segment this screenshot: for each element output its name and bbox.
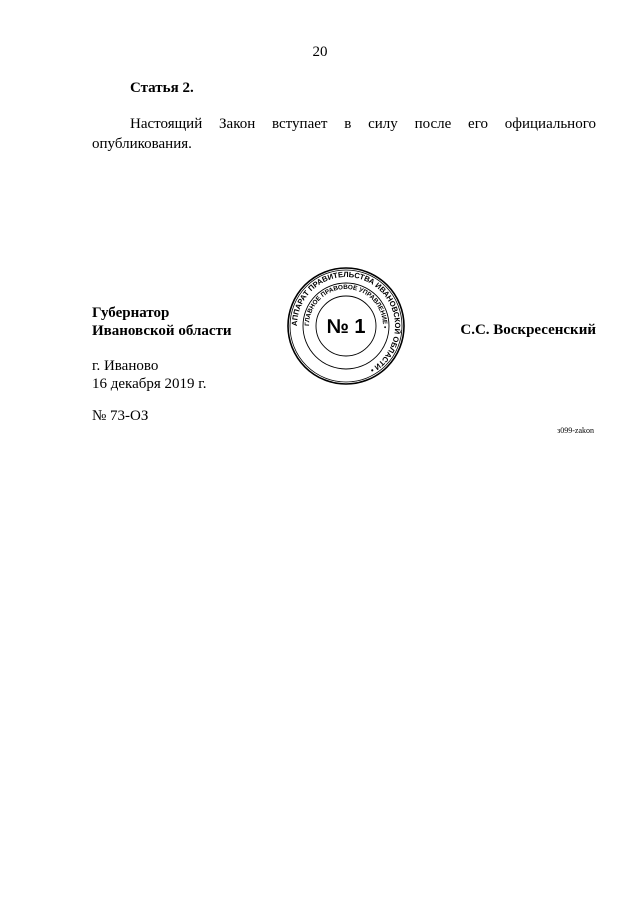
article-word: его [468, 116, 488, 132]
signatory-title-line-2: Ивановской области [92, 323, 232, 339]
signing-date: 16 декабря 2019 г. [92, 376, 207, 392]
official-seal [286, 266, 406, 386]
document-code: з099-zakon [557, 426, 594, 435]
article-text-line-1 [92, 114, 596, 134]
place-and-date [92, 357, 207, 393]
article-word: после [414, 116, 452, 132]
article-text-line-2: опубликования. [92, 136, 192, 152]
svg-text:ГЛАВНОЕ ПРАВОВОЕ УПРАВЛЕНИЕ •: ГЛАВНОЕ ПРАВОВОЕ УПРАВЛЕНИЕ • [303, 283, 389, 329]
article-heading: Статья 2. [130, 80, 194, 96]
article-word: Закон [219, 116, 256, 132]
svg-text:АППАРАТ ПРАВИТЕЛЬСТВА ИВАНОВСК: АППАРАТ ПРАВИТЕЛЬСТВА ИВАНОВСКОЙ ОБЛАСТИ • [289, 269, 403, 375]
article-word: официального [504, 116, 596, 132]
article-body [92, 114, 596, 154]
article-word: в [344, 116, 352, 132]
article-word: вступает [272, 116, 328, 132]
signatory-name: С.С. Воскресенский [460, 322, 596, 338]
signatory-title-line-1: Губернатор [92, 305, 170, 321]
signatory-title [92, 304, 232, 340]
place-of-signing: г. Иваново [92, 358, 159, 374]
page-number: 20 [312, 44, 328, 60]
svg-text:№ 1: № 1 [326, 316, 366, 338]
article-word: силу [368, 116, 398, 132]
article-word: Настоящий [130, 116, 203, 132]
law-number: № 73-ОЗ [92, 408, 149, 424]
